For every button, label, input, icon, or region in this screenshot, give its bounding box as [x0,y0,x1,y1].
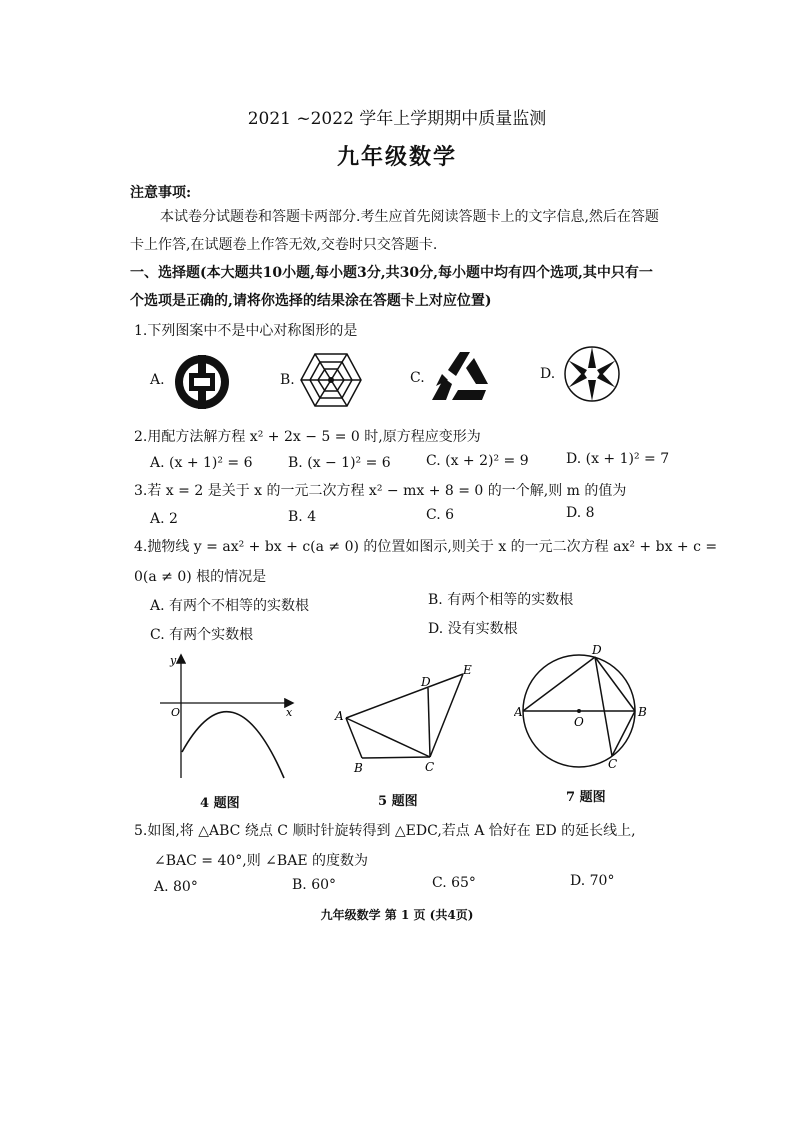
q2-option-c: C. (x + 2)² = 9 [426,453,529,469]
coin-symbol-icon [172,352,232,412]
q3-option-b: B. 4 [288,509,317,525]
label-d: D [421,675,431,689]
label-b: B [354,761,363,775]
q5-option-d: D. 70° [570,873,615,889]
section-heading-line-1: 一、选择题(本大题共10小题,每小题3分,共30分,每小题中均有四个选项,其中只有一 [130,265,653,281]
q1-label-c: C. [410,370,425,386]
q1-label-a: A. [150,372,165,388]
label-d: D [592,644,602,657]
section-heading-line-2: 个选项是正确的,请将你选择的结果涂在答题卡上对应位置) [130,293,492,309]
spider-web-hexagon-icon [300,352,362,408]
q1-stem: 1.下列图案中不是中心对称图形的是 [134,323,358,339]
q3-option-d: D. 8 [566,505,595,521]
figure-7-caption: 7 题图 [566,790,606,805]
notice-heading: 注意事项: [130,185,192,201]
figure-4-caption: 4 题图 [200,796,240,811]
segment-ae [346,674,463,718]
segment-ec [430,674,463,757]
q4-option-d: D. 没有实数根 [428,621,518,637]
label-c: C [425,760,435,774]
notice-line-1: 本试卷分试题卷和答题卡两部分.考生应首先阅读答题卡上的文字信息,然后在答题 [160,209,659,225]
segment-dc [428,688,430,757]
q3-stem: 3.若 x = 2 是关于 x 的一元二次方程 x² − mx + 8 = 0 的一个解,则 m 的值为 [134,483,627,499]
figure-5-triangles [330,662,480,780]
q4-stem-line-1: 4.抛物线 y = ax² + bx + c(a ≠ 0) 的位置如图示,则关于 x 的一元二次方程 ax² + bx + c = [134,539,718,555]
origin-label: O [171,706,181,719]
q1-label-d: D. [540,366,556,382]
exam-subject-title: 九年级数学 [336,144,457,170]
figure-7-circle [514,644,654,770]
chord-db [595,657,635,711]
recycle-triangle-icon [430,350,490,402]
q2-option-d: D. (x + 1)² = 7 [566,451,670,467]
page-footer: 九年级数学 第 1 页 (共4页) [320,908,474,922]
q5-option-b: B. 60° [292,877,337,893]
label-o: O [574,715,584,729]
figure-4-parabola [150,650,300,780]
q1-label-b: B. [280,372,295,388]
label-c: C [608,757,618,770]
exam-title: 2021 ~2022 学年上学期期中质量监测 [247,109,547,129]
q3-option-a: A. 2 [150,511,178,527]
q4-option-b: B. 有两个相等的实数根 [428,592,574,608]
chord-bc [612,711,635,756]
q5-stem-line-2: ∠BAC = 40°,则 ∠BAE 的度数为 [154,853,368,869]
label-e: E [463,663,472,677]
q2-option-a: A. (x + 1)² = 6 [150,455,253,471]
segment-bc [362,757,430,758]
label-b: B [638,705,647,719]
parabola-curve [182,712,284,778]
q2-option-b: B. (x − 1)² = 6 [288,455,391,471]
q4-stem-line-2: 0(a ≠ 0) 根的情况是 [134,569,267,585]
q4-option-a: A. 有两个不相等的实数根 [150,598,310,614]
notice-line-2: 卡上作答,在试题卷上作答无效,交卷时只交答题卡. [130,237,438,253]
star-circle-icon [562,344,622,404]
figure-5-caption: 5 题图 [378,794,418,809]
chord-ad [523,657,595,711]
q5-option-c: C. 65° [432,875,476,891]
center-point [577,709,581,713]
label-a: A [335,709,344,723]
q4-option-c: C. 有两个实数根 [150,627,254,643]
y-axis-label: y [170,654,177,667]
q2-stem: 2.用配方法解方程 x² + 2x − 5 = 0 时,原方程应变形为 [134,429,481,445]
q5-stem-line-1: 5.如图,将 △ABC 绕点 C 顺时针旋转得到 △EDC,若点 A 恰好在 ED 的延长线上, [134,823,636,839]
x-axis-label: x [286,706,293,719]
q3-option-c: C. 6 [426,507,455,523]
chord-dc [595,657,612,756]
label-a: A [514,705,523,719]
q5-option-a: A. 80° [154,879,198,895]
